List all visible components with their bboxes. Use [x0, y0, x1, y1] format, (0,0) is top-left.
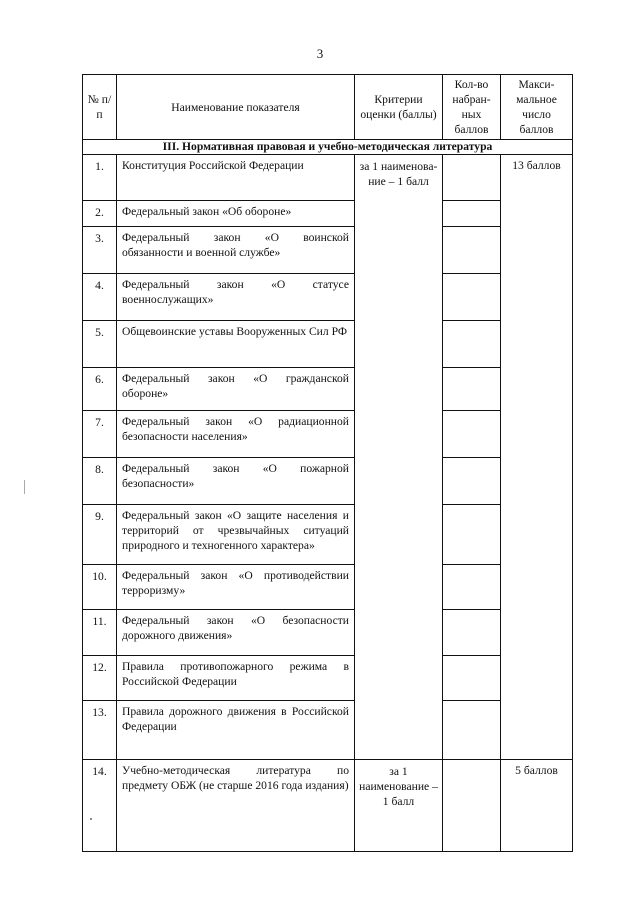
- score-input-cell[interactable]: [443, 565, 501, 610]
- row-number: 7.: [83, 411, 117, 458]
- row-name: Федеральный закон «О воинской обязанности и военной службе»: [117, 227, 355, 274]
- header-row: [83, 75, 573, 140]
- max-score-cell: 5 баллов: [501, 760, 573, 852]
- score-input-cell[interactable]: [443, 155, 501, 201]
- row-number: 9.: [83, 505, 117, 565]
- row-number: 11.: [83, 610, 117, 656]
- score-input-cell[interactable]: [443, 610, 501, 656]
- table-row: [83, 458, 573, 505]
- row-name: Федеральный закон «О статусе военнослужащих»: [117, 274, 355, 321]
- table-row: [83, 701, 573, 760]
- score-input-cell[interactable]: [443, 227, 501, 274]
- table-row: [83, 505, 573, 565]
- row-name: Федеральный закон «О защите населения и территорий от чрезвычайных ситуаций природного и техногенного характера»: [117, 505, 355, 565]
- row-name: Конституция Российской Федерации: [117, 155, 355, 201]
- score-input-cell[interactable]: [443, 505, 501, 565]
- header-name: Наименование показателя: [117, 75, 355, 140]
- score-input-cell[interactable]: [443, 656, 501, 701]
- score-input-cell[interactable]: [443, 701, 501, 760]
- table-row: [83, 368, 573, 411]
- row-name: Федеральный закон «О пожарной безопасности»: [117, 458, 355, 505]
- table-row: [83, 227, 573, 274]
- row-name: Учебно-методическая литература по предмету ОБЖ (не старше 2016 года издания): [117, 760, 355, 852]
- row-number: 13.: [83, 701, 117, 760]
- row-name: Федеральный закон «О радиационной безопасности населения»: [117, 411, 355, 458]
- row-name: Федеральный закон «Об обороне»: [117, 201, 355, 227]
- max-score-cell: 13 баллов: [501, 155, 573, 760]
- page-number: 3: [316, 46, 324, 61]
- table-row: [83, 760, 573, 852]
- row-number: 10.: [83, 565, 117, 610]
- table-row: [83, 656, 573, 701]
- score-table: [82, 74, 573, 852]
- table-row: [83, 321, 573, 368]
- score-input-cell[interactable]: [443, 458, 501, 505]
- section-title: III. Нормативная правовая и учебно-методическая литература: [83, 140, 573, 155]
- section-row: [83, 140, 573, 155]
- table-row: [83, 411, 573, 458]
- scan-margin-mark: [24, 480, 25, 494]
- table-row: [83, 201, 573, 227]
- row-number: 3.: [83, 227, 117, 274]
- header-criteria: Критерии оценки (баллы): [355, 75, 443, 140]
- criteria-cell: за 1 наименование – 1 балл: [355, 760, 443, 852]
- row-name: Федеральный закон «О безопасности дорожного движения»: [117, 610, 355, 656]
- table-row: [83, 610, 573, 656]
- criteria-cell: за 1 наименова-ние – 1 балл: [355, 155, 443, 760]
- row-name: Федеральный закон «О гражданской обороне»: [117, 368, 355, 411]
- row-number: 1.: [83, 155, 117, 201]
- scan-speck: [90, 818, 92, 820]
- score-input-cell[interactable]: [443, 411, 501, 458]
- row-name: Федеральный закон «О противодействии терроризму»: [117, 565, 355, 610]
- header-count: Кол-во набран-ных баллов: [443, 75, 501, 140]
- table-row: [83, 274, 573, 321]
- score-input-cell[interactable]: [443, 274, 501, 321]
- table-row: [83, 565, 573, 610]
- row-number: 4.: [83, 274, 117, 321]
- row-number: 12.: [83, 656, 117, 701]
- row-number: 6.: [83, 368, 117, 411]
- row-name: Общевоинские уставы Вооруженных Сил РФ: [117, 321, 355, 368]
- score-input-cell[interactable]: [443, 321, 501, 368]
- row-number: 5.: [83, 321, 117, 368]
- header-num: № п/п: [83, 75, 117, 140]
- score-input-cell[interactable]: [443, 760, 501, 852]
- score-input-cell[interactable]: [443, 368, 501, 411]
- row-name: Правила противопожарного режима в Российской Федерации: [117, 656, 355, 701]
- row-name: Правила дорожного движения в Российской Федерации: [117, 701, 355, 760]
- row-number: 2.: [83, 201, 117, 227]
- header-max: Макси-мальное число баллов: [501, 75, 573, 140]
- row-number: 8.: [83, 458, 117, 505]
- table-row: [83, 155, 573, 201]
- score-input-cell[interactable]: [443, 201, 501, 227]
- row-number: 14.: [83, 760, 117, 852]
